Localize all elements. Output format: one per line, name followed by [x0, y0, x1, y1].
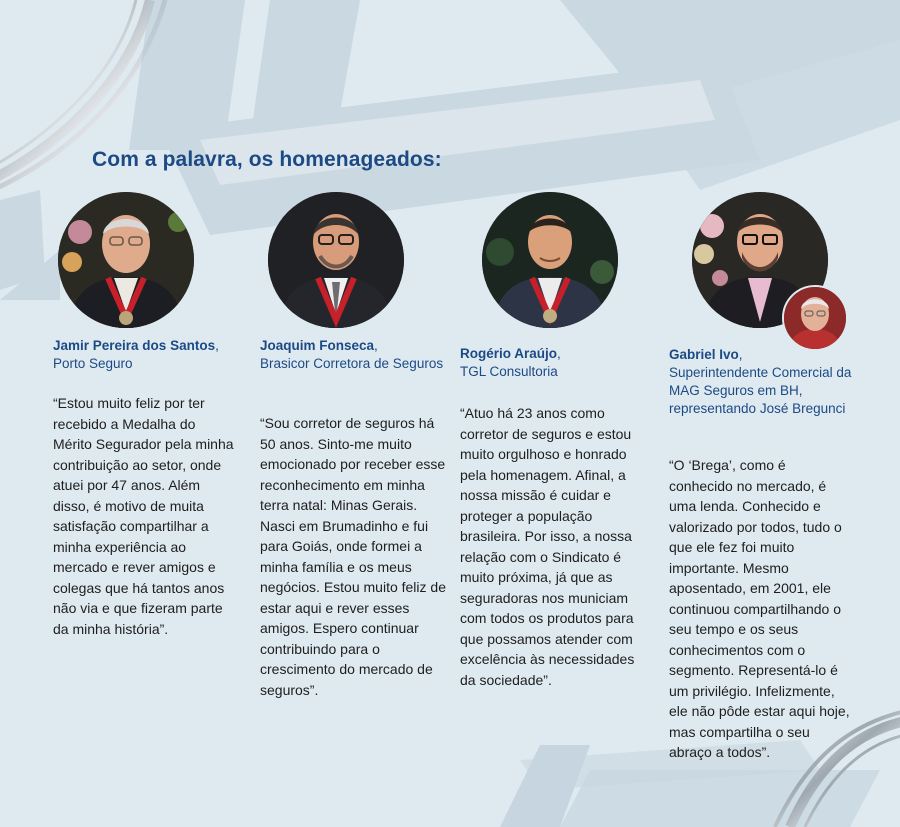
name-comma: , [215, 338, 219, 353]
quote-joaquim: “Sou corretor de seguros há 50 anos. Sinto-me muito emocionado por receber esse reconhecimento em minha terra natal: Minas Gerais. Nasci em Brumadinho e fui para Goiás, onde formei a minha família e os meus negócios. Estou muito feliz de estar aqui e rever esses amigos. Espero continuar contribuindo para o crescimento do mercado de seguros”. [260, 415, 446, 698]
page-heading: Com a palavra, os homenageados: [92, 148, 442, 171]
person-name: Rogério Araújo [460, 346, 558, 361]
quote-gabriel: “O ‘Brega’, como é conhecido no mercado, é uma lenda. Conhecido e valorizado por todos, tudo o que ele fez foi muito importante. Mesmo aposentado, em 2001, ele continuou compartilhando o seu tempo e os seus conhecimentos com o segmento. Representá-lo é um privilégio. Infelizmente, ele não pôde estar aqui hoje, mas compartilha o seu abraço a todos”. [669, 457, 850, 760]
person-name: Jamir Pereira dos Santos [53, 338, 216, 353]
person-role: Porto Seguro [53, 356, 133, 371]
person-role: Brasicor Corretora de Seguros [260, 356, 444, 371]
person-name: Gabriel Ivo [669, 347, 739, 362]
portrait-jose-bregunci [782, 285, 848, 351]
name-rogerio [460, 345, 650, 381]
quote-jamir: “Estou muito feliz por ter recebido a Medalha do Mérito Segurador pela minha contribuição ao setor, onde atuei por 47 anos. Além disso, é motivo de muita satisfação compartilhar a minha experiência ao mercado e rever amigos e colegas que há tantos anos não via e que fizeram parte da minha história”. [53, 395, 234, 637]
name-comma: , [738, 347, 743, 362]
person-role: Superintendente Comercial da MAG Seguros em BH, representando José Bregunci [669, 365, 852, 416]
name-comma: , [374, 338, 378, 353]
portrait-joaquim [268, 192, 404, 328]
portrait-rogerio [482, 192, 618, 328]
name-joaquim [260, 337, 450, 373]
name-jamir [53, 337, 243, 373]
person-name: Joaquim Fonseca [260, 338, 375, 353]
name-gabriel [669, 346, 859, 418]
name-comma: , [557, 346, 561, 361]
quote-rogerio: “Atuo há 23 anos como corretor de seguros e estou muito orgulhoso e honrado pela homenagem. Afinal, a nossa missão é cuidar e proteger a população brasileira. Por isso, a nossa relação com o Sindicato é muito próxima, já que as seguradoras nos municiam com todos os produtos para que possamos atender com excelência às necessidades da sociedade”. [460, 405, 635, 688]
portrait-jamir [58, 192, 194, 328]
person-role: TGL Consultoria [460, 364, 558, 379]
